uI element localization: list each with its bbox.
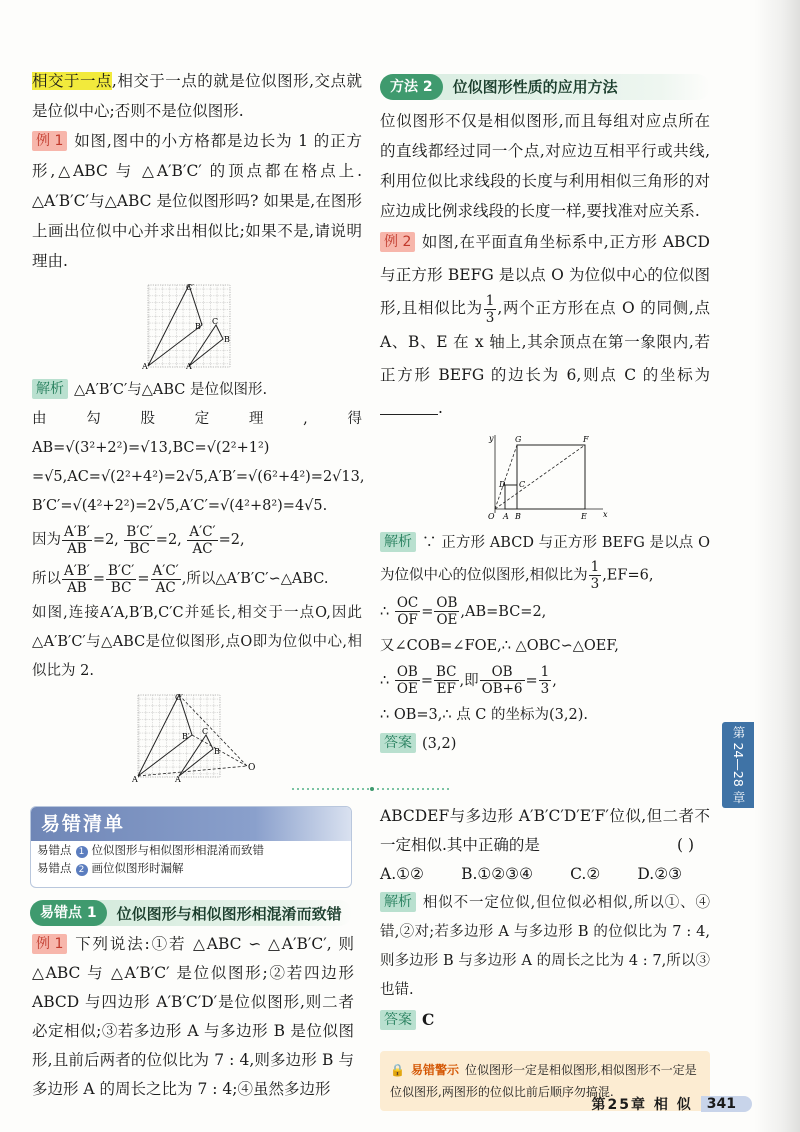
square-abcd	[505, 485, 517, 509]
method-2-title: 位似图形性质的应用方法	[452, 78, 618, 96]
label-c: C	[202, 727, 209, 736]
example-2-tag: 例 2	[380, 232, 415, 252]
errors-list-title: 易错清单	[31, 807, 351, 841]
section-divider	[292, 787, 452, 791]
analysis-line-6: 如图,连接A′A,B′B,C′C并延长,相交于一点O,因此△A′B′C′与△ABC是位似图形,点O即为位似中心,相似比为 2.	[32, 605, 362, 679]
page-footer	[592, 1094, 752, 1114]
label-a: A	[175, 775, 181, 784]
error-example-1: 例 1 下列说法:①若 △ABC ∽ △A′B′C′, 则 △ABC 与 △A′B′C′ 是位似图形;②若四边形 ABCD 与四边形 A′B′C′D′是位似图形,则二者必定相似;③若多边形 A 与多边形 B 是位似图形,且前后两者的位似比为 7 : 4,则多边形 B 与多边形 A 的周长之比为 7 : 4;④虽然多边形	[32, 935, 354, 1098]
coordinate-figure	[475, 431, 615, 521]
label-o: O	[248, 763, 256, 773]
label-c-prime: C′	[175, 693, 183, 702]
label-b: B	[214, 747, 220, 756]
label-b: B	[224, 335, 230, 344]
error-warning: 🔒 易错警示 位似图形一定是相似图形,相似图形不一定是位似图形,两图形的位似比前后顺序勿搞混.	[380, 1051, 710, 1111]
analysis-line-1: 由勾股定理,得 AB=√(3²+2²)=√13,BC=√(2²+1²)	[32, 411, 362, 456]
example-1: 例 1 如图,图中的小方格都是边长为 1 的正方形,△ABC 与 △A′B′C′ 的顶点都在格点上. △A′B′C′与△ABC 是位似图形吗? 如果是,在图形上画出位似中心并求出相似比;如果不是,请说明理由.	[32, 132, 362, 270]
line-of	[495, 445, 585, 509]
error-point-1-header	[30, 900, 352, 926]
label-b-prime: B′	[182, 732, 190, 741]
highlight-phrase: 相交于一点	[32, 72, 112, 90]
analysis-2-tag: 解析	[380, 532, 416, 552]
error-example-tag: 例 1	[32, 934, 67, 954]
label-d: D	[499, 479, 506, 489]
label-c-prime: C′	[186, 283, 194, 292]
lock-icon: 🔒	[390, 1063, 405, 1077]
grid-figure-2	[132, 692, 262, 784]
answer-tag: 答案	[380, 733, 416, 753]
label-y: y	[489, 433, 494, 443]
example-2: 例 2 如图,在平面直角坐标系中,正方形 ABCD 与正方形 BEFG 是以点 O 为位似中心的位似图形,且相似比为 $\frac{1}{3}$ ,两个正方形在点 O 的同侧,点 A、B、E 在 x 轴上,其余顶点在第一象限内,若正方形 BEFG 的边长为 6,则点 C 的坐标为.	[380, 233, 710, 417]
errors-list-box	[30, 806, 352, 888]
right-column	[380, 74, 710, 759]
label-b-prime: B′	[195, 322, 203, 331]
errors-item-1: 易错点 1 位似图形与相似图形相混淆而致错	[37, 843, 264, 857]
line-og	[495, 445, 517, 509]
grid-figure-1	[142, 282, 252, 370]
error-answer-tag: 答案	[380, 1010, 416, 1030]
label-a-prime: A′	[142, 362, 150, 370]
label-a: A	[503, 511, 509, 521]
page-number: 341	[701, 1096, 752, 1112]
grid	[138, 695, 220, 777]
error-example-1-continued: ABCDEF与多边形 A′B′C′D′E′F′位似,但二者不一定相似.其中正确的是 ( ) A.①② B.①②③④ C.② D.②③ 解析 相似不一定位似,但位似必相似,所以①、④错,②对;若多边形 A 与多边形 B 的位似比为 7 : 4,则多边形 B 与多边形 A 的周长之比为 4 : 7,所以③也错. 答案 C 🔒 易错警示 位似图形一定是相似图形,相似图形不一定是位似图形,两图形的位似比前后顺序勿搞混.	[380, 802, 710, 1111]
analysis-2-line-3: 又∠COB=∠FOE,∴ △OBC∽△OEF,	[380, 637, 619, 654]
footer-chapter: 第25章 相 似	[591, 1097, 693, 1113]
left-column	[32, 66, 365, 790]
square-befg	[517, 445, 585, 509]
method-2-text: 位似图形不仅是相似图形,而且每组对应点所在的直线都经过同一个点,对应边互相平行或共线,利用位似比求线段的长度与利用相似三角形的对应边成比例求线段的长度一样,要找准对应关系.	[380, 112, 710, 220]
label-o: O	[488, 511, 495, 521]
method-2-header	[380, 74, 710, 100]
analysis-line-3: B′C′=√(4²+2²)=2√5,A′C′=√(4²+8²)=4√5.	[32, 498, 328, 514]
label-x: x	[603, 509, 608, 519]
label-f: F	[583, 434, 589, 444]
label-a: A	[186, 362, 192, 370]
grid	[148, 285, 230, 367]
intro-paragraph: 相交于一点,相交于一点的就是位似图形,交点就是位似中心;否则不是位似图形.	[32, 72, 362, 120]
answer-value: (3,2)	[422, 735, 457, 752]
error-point-1-title: 位似图形与相似图形相混淆而致错	[116, 904, 342, 923]
analysis-1: 解析 △A′B′C′与△ABC 是位似图形. 由勾股定理,得 AB=√(3²+2²)=√13,BC=√(2²+1²) =√5,AC=√(2²+4²)=2√5,A′B′=√(6²+4²)=2√13, B′C′=√(4²+2²)=2√5,A′C′=√(4²+8²)=4√5. 因为 $\frac{A'B'}{AB}$ =2, $\frac{B'C'}{BC}$ =2, $\frac{A'C'}{AC}$ =2, 所以 $\frac{A'B'}{AB}$ = $\frac{B'C'}{BC}$ = $\frac{A'C'}{AC}$ ,所以△A′B′C′∽△ABC. 如图,连接A′A,B′B,C′C并延长,相交于一点O,因此△A′B′C′与△ABC是位似图形,点O即为位似中心,相似比为 2.	[32, 376, 362, 686]
analysis-line-5: 所以 $\frac{A'B'}{AB}$ = $\frac{B'C'}{BC}$ = $\frac{A'C'}{AC}$ ,所以△A′B′C′∽△ABC.	[32, 562, 329, 596]
errors-item-2: 易错点 2 画位似图形时漏解	[37, 861, 184, 875]
analysis-2-line-5: ∴ OB=3,∴ 点 C 的坐标为(3,2).	[380, 706, 588, 723]
answer-blank	[380, 397, 438, 415]
chapter-tab: 第 24—28 章	[722, 722, 754, 808]
method-2-tag: 方法 2	[380, 74, 443, 100]
option-d: D.②③	[637, 865, 682, 883]
option-b: B.①②③④	[461, 865, 533, 883]
error-point-1-tag: 易错点 1	[30, 900, 107, 926]
label-c: C	[519, 479, 526, 489]
page-edge-shadow	[754, 0, 800, 1132]
label-c: C	[212, 317, 219, 326]
analysis-line-2: =√5,AC=√(2²+4²)=2√5,A′B′=√(6²+4²)=2√13,	[32, 469, 365, 485]
option-a: A.①②	[380, 865, 424, 883]
example-1-tag: 例 1	[32, 131, 67, 151]
error-answer-value: C	[422, 1010, 435, 1029]
option-c: C.②	[570, 865, 601, 883]
label-b: B	[515, 511, 521, 521]
error-analysis-tag: 解析	[380, 892, 416, 912]
label-g: G	[515, 434, 522, 444]
analysis-tag: 解析	[32, 379, 68, 399]
label-e: E	[581, 511, 587, 521]
analysis-line-4: 因为 $\frac{A'B'}{AB}$ =2, $\frac{B'C'}{BC}$ =2, $\frac{A'C'}{AC}$ =2,	[32, 523, 245, 557]
options	[380, 860, 710, 889]
analysis-2: 解析 ∵ 正方形 ABCD 与正方形 BEFG 是以点 O 为位似中心的位似图形,相似比为 $\frac{1}{3}$ ,EF=6, ∴ $\frac{OC}{OF}$ = $\frac{OB}{OE}$ ,AB=BC=2, 又∠COB=∠FOE,∴ △OBC∽△OEF, ∴ $\frac{OB}{OE}$ = $\frac{BC}{EF}$ ,即 $\frac{OB}{OB+6}$ = $\frac{1}{3}$ , ∴ OB=3,∴ 点 C 的坐标为(3,2). 答案 (3,2)	[380, 533, 710, 752]
label-a-prime: A′	[132, 775, 140, 784]
